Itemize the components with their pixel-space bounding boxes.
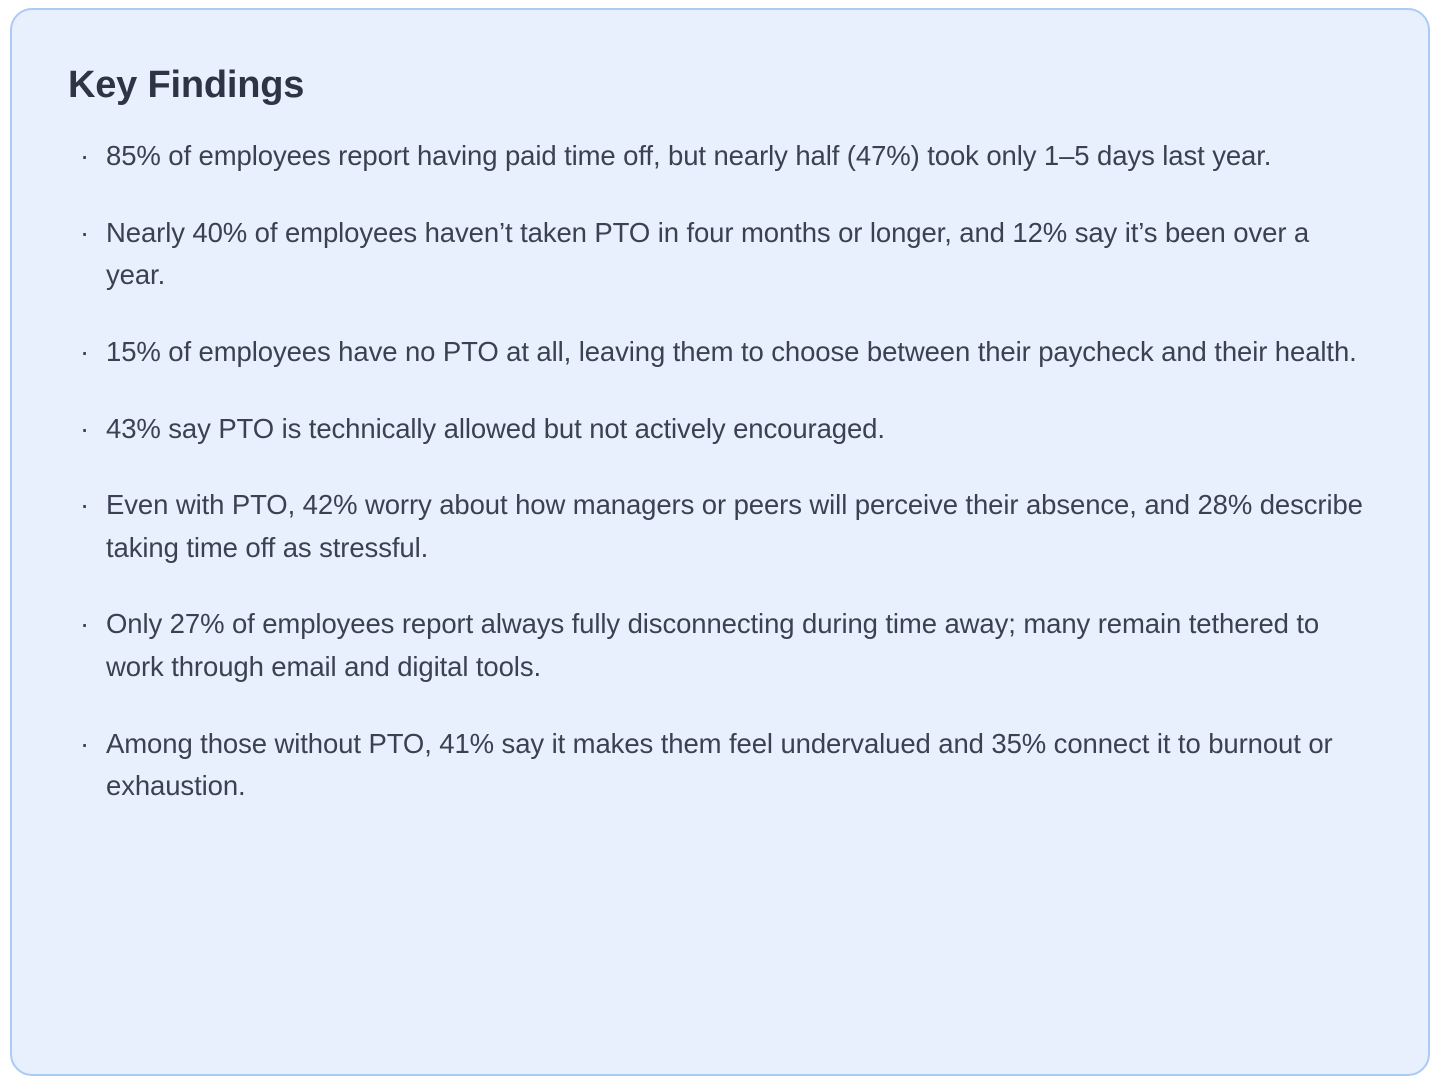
- bullet-icon: ·: [80, 608, 90, 640]
- findings-list: [64, 135, 1368, 808]
- list-item: [64, 212, 1368, 297]
- key-findings-card: [10, 8, 1430, 1076]
- bullet-icon: ·: [80, 140, 90, 171]
- bullet-icon: ·: [80, 727, 90, 759]
- list-item: [64, 408, 1368, 451]
- list-item: [64, 484, 1368, 569]
- list-item-text: 43% say PTO is technically allowed but not actively encouraged.: [106, 412, 885, 444]
- list-item-text: 85% of employees report having paid time off, but nearly half (47%) took only 1–5 days last year.: [106, 140, 1272, 171]
- list-item: [64, 723, 1368, 808]
- list-item-text: Among those without PTO, 41% say it makes them feel undervalued and 35% connect it to burnout or exhaustion.: [106, 727, 1333, 802]
- bullet-icon: ·: [80, 489, 90, 521]
- bullet-icon: ·: [80, 335, 90, 367]
- bullet-icon: ·: [80, 216, 90, 248]
- list-item: [64, 135, 1368, 178]
- list-item: [64, 603, 1368, 688]
- list-item-text: Only 27% of employees report always fully disconnecting during time away; many remain tethered to work through email and digital tools.: [106, 608, 1320, 682]
- page-title: Key Findings: [68, 64, 305, 106]
- list-item-text: Even with PTO, 42% worry about how managers or peers will perceive their absence, and 28% describe taking time off as stressful.: [106, 489, 1363, 563]
- list-item: [64, 331, 1368, 374]
- bullet-icon: ·: [80, 412, 90, 444]
- list-item-text: Nearly 40% of employees haven’t taken PTO in four months or longer, and 12% say it’s been over a year.: [106, 216, 1310, 291]
- list-item-text: 15% of employees have no PTO at all, leaving them to choose between their paycheck and their health.: [106, 335, 1357, 367]
